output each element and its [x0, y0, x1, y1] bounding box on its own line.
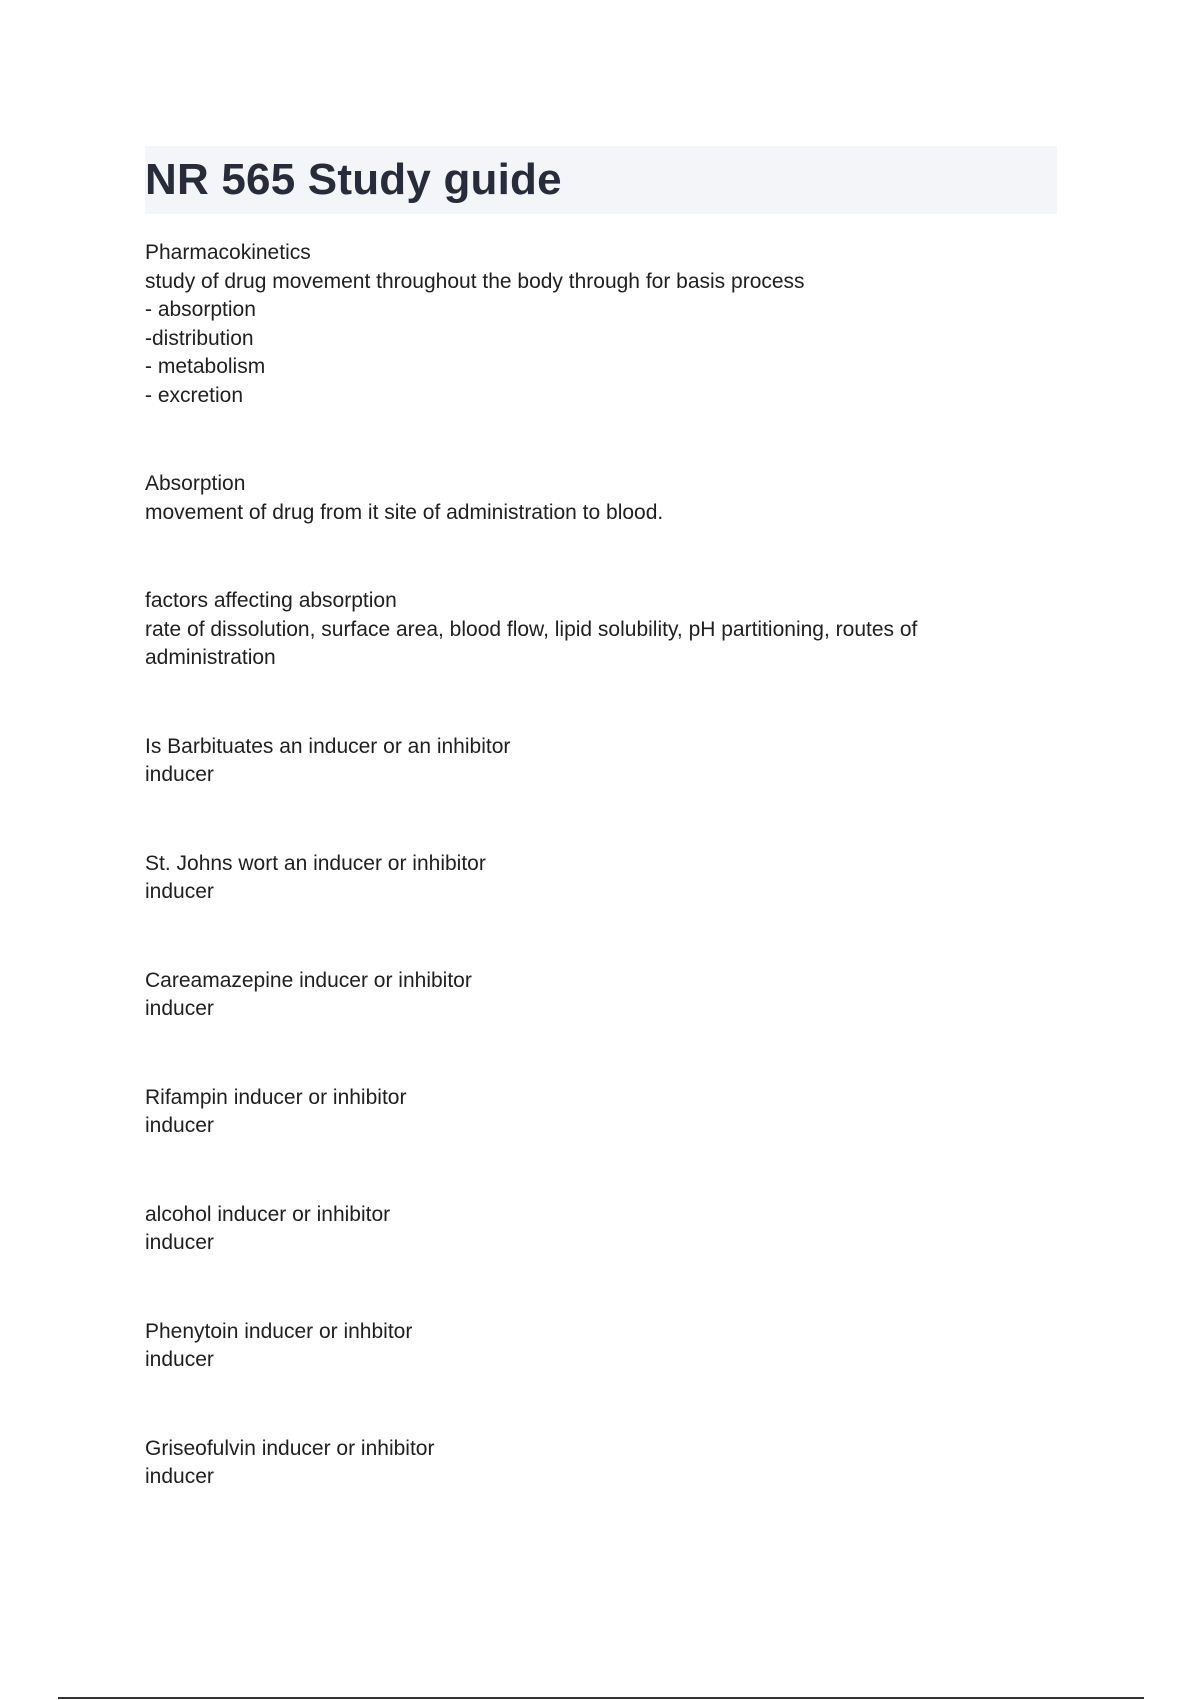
study-card [145, 850, 1057, 907]
card-term: Careamazepine inducer or inhibitor [145, 968, 472, 992]
study-card-list [145, 239, 1057, 1492]
card-term: Rifampin inducer or inhibitor [145, 1085, 407, 1109]
card-term: factors affecting absorption [145, 589, 397, 612]
card-definition-line: inducer [145, 1114, 214, 1137]
card-term: Is Barbituates an inducer or an inhibitor [145, 734, 511, 758]
card-term: St. Johns wort an inducer or inhibitor [145, 851, 486, 875]
card-definition-line: inducer [145, 1465, 214, 1488]
card-definition-line: -distribution [145, 326, 254, 350]
page-title: NR 565 Study guide [145, 155, 562, 204]
card-definition-line: administration [145, 646, 276, 669]
study-card [145, 1084, 1057, 1141]
card-term: Phenytoin inducer or inhbitor [145, 1319, 413, 1343]
card-term: alcohol inducer or inhibitor [145, 1202, 391, 1226]
study-card [145, 587, 1057, 673]
study-card [145, 733, 1057, 790]
card-definition-line: inducer [145, 997, 214, 1020]
page-bottom-divider [58, 1697, 1144, 1699]
study-card [145, 239, 1057, 410]
study-card [145, 1318, 1057, 1375]
card-definition-line: - absorption [145, 298, 256, 321]
study-card [145, 1201, 1057, 1258]
card-definition-line: inducer [145, 763, 214, 786]
card-definition-line: - metabolism [145, 355, 266, 378]
card-definition-line: movement of drug from it site of administration to blood. [145, 500, 664, 524]
card-term: Pharmacokinetics [145, 241, 311, 264]
card-definition-line: inducer [145, 1231, 214, 1254]
card-definition-line: - excretion [145, 383, 244, 407]
card-term: Absorption [145, 472, 246, 495]
study-card [145, 1435, 1057, 1492]
card-term: Griseofulvin inducer or inhibitor [145, 1436, 435, 1460]
card-definition-line: study of drug movement throughout the body through for basis process [145, 269, 805, 293]
study-card [145, 967, 1057, 1024]
title-banner [145, 146, 1057, 214]
study-card [145, 470, 1057, 527]
card-definition-line: inducer [145, 880, 214, 903]
card-definition-line: rate of dissolution, surface area, blood flow, lipid solubility, pH partitioning, routes of [145, 617, 918, 641]
card-definition-line: inducer [145, 1348, 214, 1371]
